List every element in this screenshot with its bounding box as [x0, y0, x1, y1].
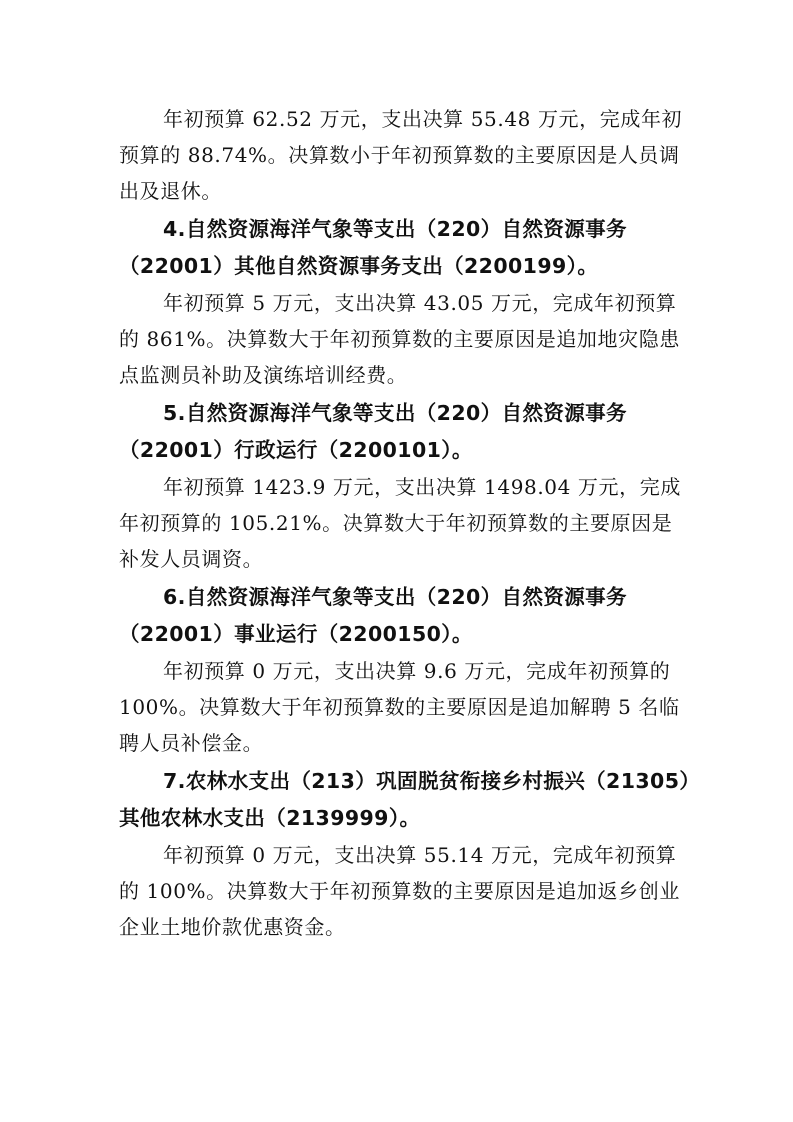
paragraph-line: 企业土地价款优惠资金。	[119, 915, 346, 939]
heading-line: 5.自然资源海洋气象等支出（220）自然资源事务	[163, 401, 627, 425]
paragraph-line: 出及退休。	[119, 179, 222, 203]
paragraph-line: 年初预算 62.52 万元，支出决算 55.48 万元，完成年初	[163, 107, 683, 131]
paragraph-line: 年初预算 5 万元，支出决算 43.05 万元，完成年初预算	[163, 291, 677, 315]
heading-line: 4.自然资源海洋气象等支出（220）自然资源事务	[163, 217, 627, 241]
section-5	[119, 395, 679, 577]
section-paragraph	[119, 101, 683, 209]
paragraph-line: 年初预算 0 万元，支出决算 9.6 万元，完成年初预算的	[163, 659, 671, 683]
paragraph-line: 的 100%。决算数大于年初预算数的主要原因是追加返乡创业	[119, 879, 680, 903]
section-heading	[119, 395, 679, 469]
document-body	[119, 101, 701, 947]
paragraph-line: 点监测员补助及演练培训经费。	[119, 363, 408, 387]
section-heading	[119, 211, 679, 285]
section-7	[119, 763, 701, 945]
paragraph-line: 的 861%。决算数大于年初预算数的主要原因是追加地灾隐患	[119, 327, 680, 351]
paragraph-line: 补发人员调资。	[119, 547, 264, 571]
paragraph-line: 预算的 88.74%。决算数小于年初预算数的主要原因是人员调	[119, 143, 680, 167]
section-paragraph	[119, 653, 679, 761]
paragraph-line: 年初预算 1423.9 万元，支出决算 1498.04 万元，完成	[163, 475, 681, 499]
heading-line: （22001）其他自然资源事务支出（2200199）。	[119, 254, 599, 278]
section-continuation	[119, 101, 683, 209]
paragraph-line: 年初预算的 105.21%。决算数大于年初预算数的主要原因是	[119, 511, 673, 535]
section-6	[119, 579, 679, 761]
heading-line: 7.农林水支出（213）巩固脱贫衔接乡村振兴（21305）	[163, 769, 701, 793]
section-4	[119, 211, 679, 393]
heading-line: 其他农林水支出（2139999）。	[119, 806, 421, 830]
paragraph-line: 100%。决算数大于年初预算数的主要原因是追加解聘 5 名临	[119, 695, 680, 719]
section-paragraph	[119, 469, 679, 577]
paragraph-line: 聘人员补偿金。	[119, 731, 264, 755]
heading-line: （22001）事业运行（2200150）。	[119, 622, 473, 646]
heading-line: 6.自然资源海洋气象等支出（220）自然资源事务	[163, 585, 627, 609]
paragraph-line: 年初预算 0 万元，支出决算 55.14 万元，完成年初预算	[163, 843, 677, 867]
section-paragraph	[119, 837, 679, 945]
section-paragraph	[119, 285, 679, 393]
section-heading	[119, 763, 701, 837]
heading-line: （22001）行政运行（2200101）。	[119, 438, 473, 462]
section-heading	[119, 579, 679, 653]
